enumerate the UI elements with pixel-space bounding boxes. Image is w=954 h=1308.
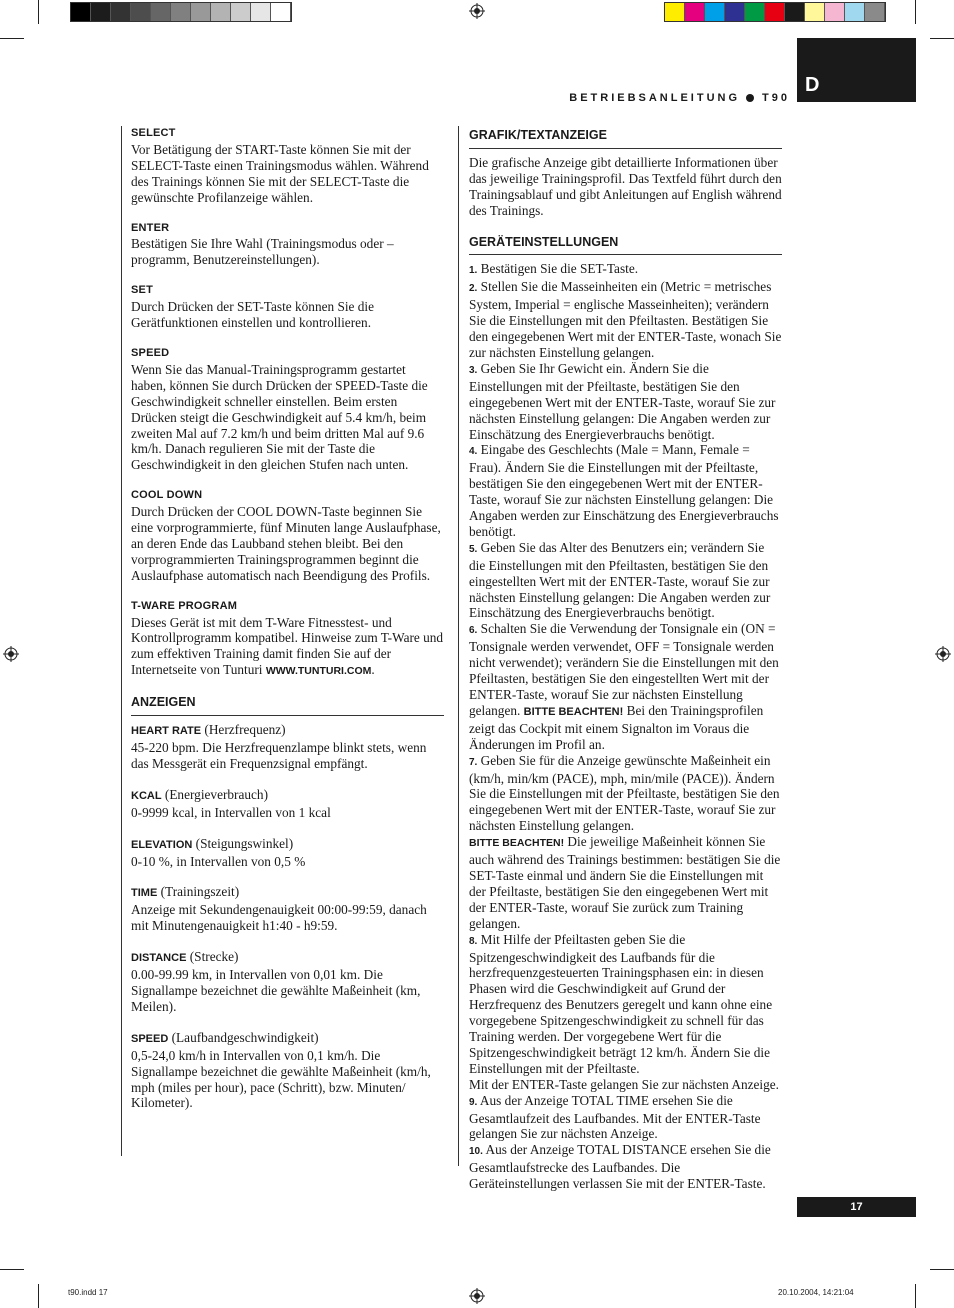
display-paren: (Energieverbrauch) [161, 786, 269, 802]
tware-text: Dieses Gerät ist mit dem T-Ware Fitnesstest- und Kontrollprogramm kompatibel. Hinweise zum T-Ware und zum effektiven Training damit finden Sie auf der Internetseite von Tunturi [131, 614, 444, 678]
color-calibration-bar [664, 2, 886, 22]
step-item [469, 932, 782, 1077]
block-text: Bestätigen Sie Ihre Wahl (Trainingsmodus oder –programm, Benutzereinstellungen). [131, 236, 394, 268]
running-title-right: T90 [762, 92, 790, 104]
block-heading: SET [131, 284, 153, 297]
display-text: 0-9999 kcal, in Intervallen von 1 kcal [131, 804, 331, 820]
color-swatch [745, 3, 765, 21]
color-swatch [825, 3, 845, 21]
section-title-grafik: GRAFIK/TEXTANZEIGE [469, 128, 782, 149]
running-title [569, 92, 790, 104]
step-text: Mit Hilfe der Pfeiltasten geben Sie die Spitzengeschwindigkeit des Laufbands für die herzfrequenzgesteuerten Trainingsphasen ein: in diesen Phasen wird die Geschwindigkeit auf Grund der Herzfrequenz des Benutzers geregelt und kann ohne eine vorgegebene Spitzengeschwindigkeit zu schnell für das Training werden. Der vorgegebene Wert für die Spitzengeschwindigkeit beträgt 12 km/h. Ändern Sie die Einstellungen mit der Pfeiltaste. [469, 931, 773, 1076]
display-paren: (Steigungswinkel) [192, 835, 294, 851]
display-paren: (Strecke) [186, 949, 239, 965]
display-label: SPEED [131, 1032, 169, 1045]
step-number: 4. [469, 446, 478, 458]
step-text: Stellen Sie die Masseinheiten ein (Metric = metrisches System, Imperial = englische Masseinheiten); verändern Sie die Einstellungen mit den Pfeiltasten. Bestätigen Sie den eingegebenen Wert mit der ENTER-Taste, wonach Sie zur nächsten Einstellung gelangen. [469, 279, 782, 360]
display-label: ELEVATION [131, 838, 193, 851]
color-swatch [665, 3, 685, 21]
step-item [469, 540, 782, 622]
step-item [469, 261, 782, 279]
print-timestamp: 20.10.2004, 14:21:04 [778, 1288, 854, 1297]
step-text: Bestätigen Sie die SET-Taste. [477, 261, 639, 277]
step-after-text: Mit der ENTER-Taste gelangen Sie zur nächsten Anzeige. [469, 1076, 779, 1092]
registration-mark-icon [469, 3, 485, 19]
step-item [469, 1093, 782, 1143]
page-number: 17 [797, 1197, 916, 1217]
block-heading: SPEED [131, 346, 170, 359]
block-text: Wenn Sie das Manual-Trainingsprogramm gestartet haben, können Sie durch Drücken der SPEED-Taste die Geschwindigkeit schneller einstellen. Beim ersten Drücken steigt die Geschwindigkeit auf 5.4 km/h, beim zweiten Mal auf 7.2 km/h und beim dritten Mal auf 9.6 km/h. Danach regulieren Sie mit der Taste die Geschwindigkeit in den gleichen Stufen nach unten. [131, 361, 428, 473]
step-item [469, 753, 782, 835]
info-block [131, 126, 444, 206]
display-text: 0.00-99.99 km, in Intervallen von 0,01 km. Die Signallampe bezeichnet die gewählte Maßeinheit (km, Meilen). [131, 967, 421, 1014]
crop-mark [0, 38, 24, 39]
block-heading: SELECT [131, 127, 176, 139]
color-swatch [865, 3, 885, 21]
step-item [469, 1142, 782, 1192]
display-text: 0,5-24,0 km/h in Intervallen von 0,1 km/h. Die Signallampe bezeichnet die gewählte Maßeinheit (km/h, mph (miles per hour), pace (Schritt), bzw. Minuten/ Kilometer). [131, 1047, 431, 1111]
display-paren: (Herzfrequenz) [201, 722, 286, 738]
crop-mark [930, 1269, 954, 1270]
step-item [469, 621, 782, 752]
note-text: Die jeweilige Maßeinheit können Sie auch während des Trainings bestimmen: bestätigen Sie die SET-Taste einmal und ändern Sie die Einstellungen mit der Pfeiltaste, bestätigen Sie den eingegebenen Wert mit der ENTER-Taste, worauf Sie zurück zum Training gelangen. [469, 834, 781, 931]
registration-mark-icon [469, 1288, 485, 1304]
note-label: BITTE BEACHTEN! [469, 837, 565, 850]
block-heading: ENTER [131, 221, 170, 234]
display-item [131, 949, 444, 1015]
crop-mark [930, 38, 954, 39]
block-text: Durch Drücken der COOL DOWN-Taste beginnen Sie eine vorprogrammierte, fünf Minuten lange Auslaufphase, an deren Ende das Laubband stehen bleibt. Bei den vorprogrammierten Trainingsprogrammen beginnt die Auslaufphase automatisch nach Beendigung des Profils. [131, 504, 441, 583]
grey-swatch [111, 3, 131, 21]
step-number: 6. [469, 625, 478, 637]
bullet-icon [746, 94, 754, 102]
file-name: t90.indd 17 [68, 1288, 108, 1297]
column-rule-middle [458, 126, 459, 1166]
step-number: 7. [469, 756, 478, 768]
note-block [469, 834, 782, 931]
grey-swatch [91, 3, 111, 21]
block-text: Vor Betätigung der START-Taste können Sie mit der SELECT-Taste einen Trainingsmodus wählen. Während des Trainings können Sie mit der SELECT-Taste die gewünschte Profilanzeige wählen. [131, 141, 429, 205]
block-text [131, 615, 444, 681]
color-swatch [725, 3, 745, 21]
display-heading [131, 884, 444, 902]
step-text: Eingabe des Geschlechts (Male = Mann, Female = Frau). Ändern Sie die Einstellungen mit der Pfeiltaste, bestätigen Sie den eingegebenen Wert mit der ENTER-Taste, worauf Sie zur nächsten Einstellung gelangen: Die Angaben werden zur Einschätzung des Energieverbrauchs benötigt. [469, 442, 779, 539]
settings-steps-continued [469, 932, 782, 1193]
left-column [131, 126, 444, 1126]
display-item [131, 787, 444, 821]
grey-swatch [251, 3, 271, 21]
settings-steps [469, 261, 782, 834]
grey-swatch [71, 3, 91, 21]
info-block [131, 346, 444, 473]
step-note-label: BITTE BEACHTEN! [523, 705, 624, 718]
tware-block [131, 599, 444, 681]
grey-swatch [191, 3, 211, 21]
step-text: Aus der Anzeige TOTAL DISTANCE ersehen Sie die Gesamtlaufstrecke des Laufbandes. Die Geräteinstellungen verlassen Sie mit der ENTER-Taste. [469, 1142, 771, 1192]
display-heading [131, 949, 444, 967]
color-swatch [765, 3, 785, 21]
color-swatch [705, 3, 725, 21]
section-title-anzeigen: ANZEIGEN [131, 695, 444, 716]
running-title-left: BETRIEBSANLEITUNG [569, 92, 741, 104]
display-heading [131, 1030, 444, 1048]
registration-mark-icon [3, 646, 19, 662]
crop-mark [38, 0, 39, 24]
registration-mark-icon [935, 646, 951, 662]
language-letter: D [805, 74, 820, 96]
display-paren: (Trainingszeit) [157, 884, 240, 900]
step-number: 9. [469, 1096, 478, 1108]
display-list [131, 722, 444, 1111]
grey-swatch [231, 3, 251, 21]
step-item [469, 442, 782, 539]
step-number: 3. [469, 364, 478, 376]
step-text: Aus der Anzeige TOTAL TIME ersehen Sie die Gesamtlaufzeit des Laufbandes. Mit der ENTER-Taste gelangen Sie zur nächsten Anzeige. [469, 1092, 761, 1142]
display-label: HEART RATE [131, 725, 202, 738]
grey-swatch [151, 3, 171, 21]
step-text: Geben Sie für die Anzeige gewünschte Maßeinheit ein (km/h, min/km (PACE), mph, min/mile (PACE)). Ändern Sie die Einstellungen mit der Pfeiltaste, bestätigen Sie den eingegebenen Wert mit der ENTER-Taste, worauf Sie zur nächsten Einstellung gelangen. [469, 752, 780, 834]
display-label: TIME [131, 887, 158, 900]
display-heading [131, 836, 444, 854]
grey-swatch [171, 3, 191, 21]
display-heading [131, 787, 444, 805]
tware-tail: . [371, 662, 375, 678]
display-label: DISTANCE [131, 952, 187, 965]
crop-mark [0, 1269, 24, 1270]
grey-swatch [271, 3, 291, 21]
color-swatch [685, 3, 705, 21]
grey-swatch [211, 3, 231, 21]
grafik-text: Die grafische Anzeige gibt detaillierte Informationen über das jeweilige Trainingsprofil. Das Textfeld führt durch den Trainingsablauf und gibt Anleitungen auf English während des Trainings. [469, 154, 782, 218]
crop-mark [915, 1284, 916, 1308]
column-rule-left [121, 126, 122, 1156]
display-item [131, 836, 444, 870]
section-title-geraete: GERÄTEINSTELLUNGEN [469, 235, 782, 256]
color-swatch [805, 3, 825, 21]
display-item [131, 1030, 444, 1112]
block-text: Durch Drücken der SET-Taste können Sie die Gerätfunktionen einstellen und kontrollieren. [131, 299, 375, 331]
step-number: 1. [469, 265, 478, 277]
right-column [469, 126, 782, 1192]
step-text: Geben Sie Ihr Gewicht ein. Ändern Sie die Einstellungen mit der Pfeiltaste, bestätigen Sie den eingegebenen Wert mit der ENTER-Taste, worauf Sie zur nächsten Einstellung gelangen: Die Angaben werden zur Einschätzung des Energieverbrauchs benötigt. [469, 360, 776, 442]
step-item [469, 361, 782, 443]
color-swatch [785, 3, 805, 21]
display-paren: (Laufbandgeschwindigkeit) [168, 1029, 319, 1045]
intro-blocks [131, 126, 444, 584]
block-heading: T-WARE PROGRAM [131, 599, 238, 612]
step-number: 5. [469, 543, 478, 555]
step-text: Geben Sie das Alter des Benutzers ein; verändern Sie die Einstellungen mit den Pfeiltasten, bestätigen Sie den eingestellten Wert mit der ENTER-Taste, worauf Sie zur nächsten Einstellung gelangen: Die Angaben werden zur Einschätzung des Energieverbrauchs benötigt. [469, 539, 771, 621]
display-text: 45-220 bpm. Die Herzfrequenzlampe blinkt stets, wenn das Messgerät ein Frequenzsignal empfängt. [131, 740, 427, 771]
info-block [131, 221, 444, 269]
crop-mark [915, 0, 916, 24]
display-heading [131, 722, 444, 740]
step-note-text: Bei den Trainingsprofilen zeigt das Cockpit mit einem Signalton im Voraus die Änderungen im Profil an. [469, 702, 764, 752]
grey-swatch [131, 3, 151, 21]
display-item [131, 722, 444, 772]
display-label: KCAL [131, 789, 162, 802]
color-swatch [845, 3, 865, 21]
info-block [131, 283, 444, 331]
step-item [469, 279, 782, 361]
display-item [131, 884, 444, 934]
step-number: 2. [469, 283, 478, 295]
grey-calibration-bar [70, 2, 292, 22]
tunturi-link[interactable]: WWW.TUNTURI.COM [265, 665, 372, 678]
crop-mark [38, 1284, 39, 1308]
display-text: 0-10 %, in Intervallen von 0,5 % [131, 853, 306, 869]
step-text: Schalten Sie die Verwendung der Tonsignale ein (ON = Tonsignale werden verwendet, OFF = Tonsignale werden nicht verwendet); verändern Sie die Einstellungen mit den Pfeiltasten, bestätigen Sie den eingestellten Wert mit der ENTER-Taste, worauf Sie zur nächsten Einstellung gelangen. [469, 621, 779, 718]
block-heading: COOL DOWN [131, 489, 203, 502]
info-block [131, 488, 444, 583]
step-number: 10. [469, 1146, 483, 1158]
display-text: Anzeige mit Sekundengenauigkeit 00:00-99:59, danach mit Minutengenauigkeit h1:40 - h9:59. [131, 902, 427, 934]
step-number: 8. [469, 935, 478, 947]
